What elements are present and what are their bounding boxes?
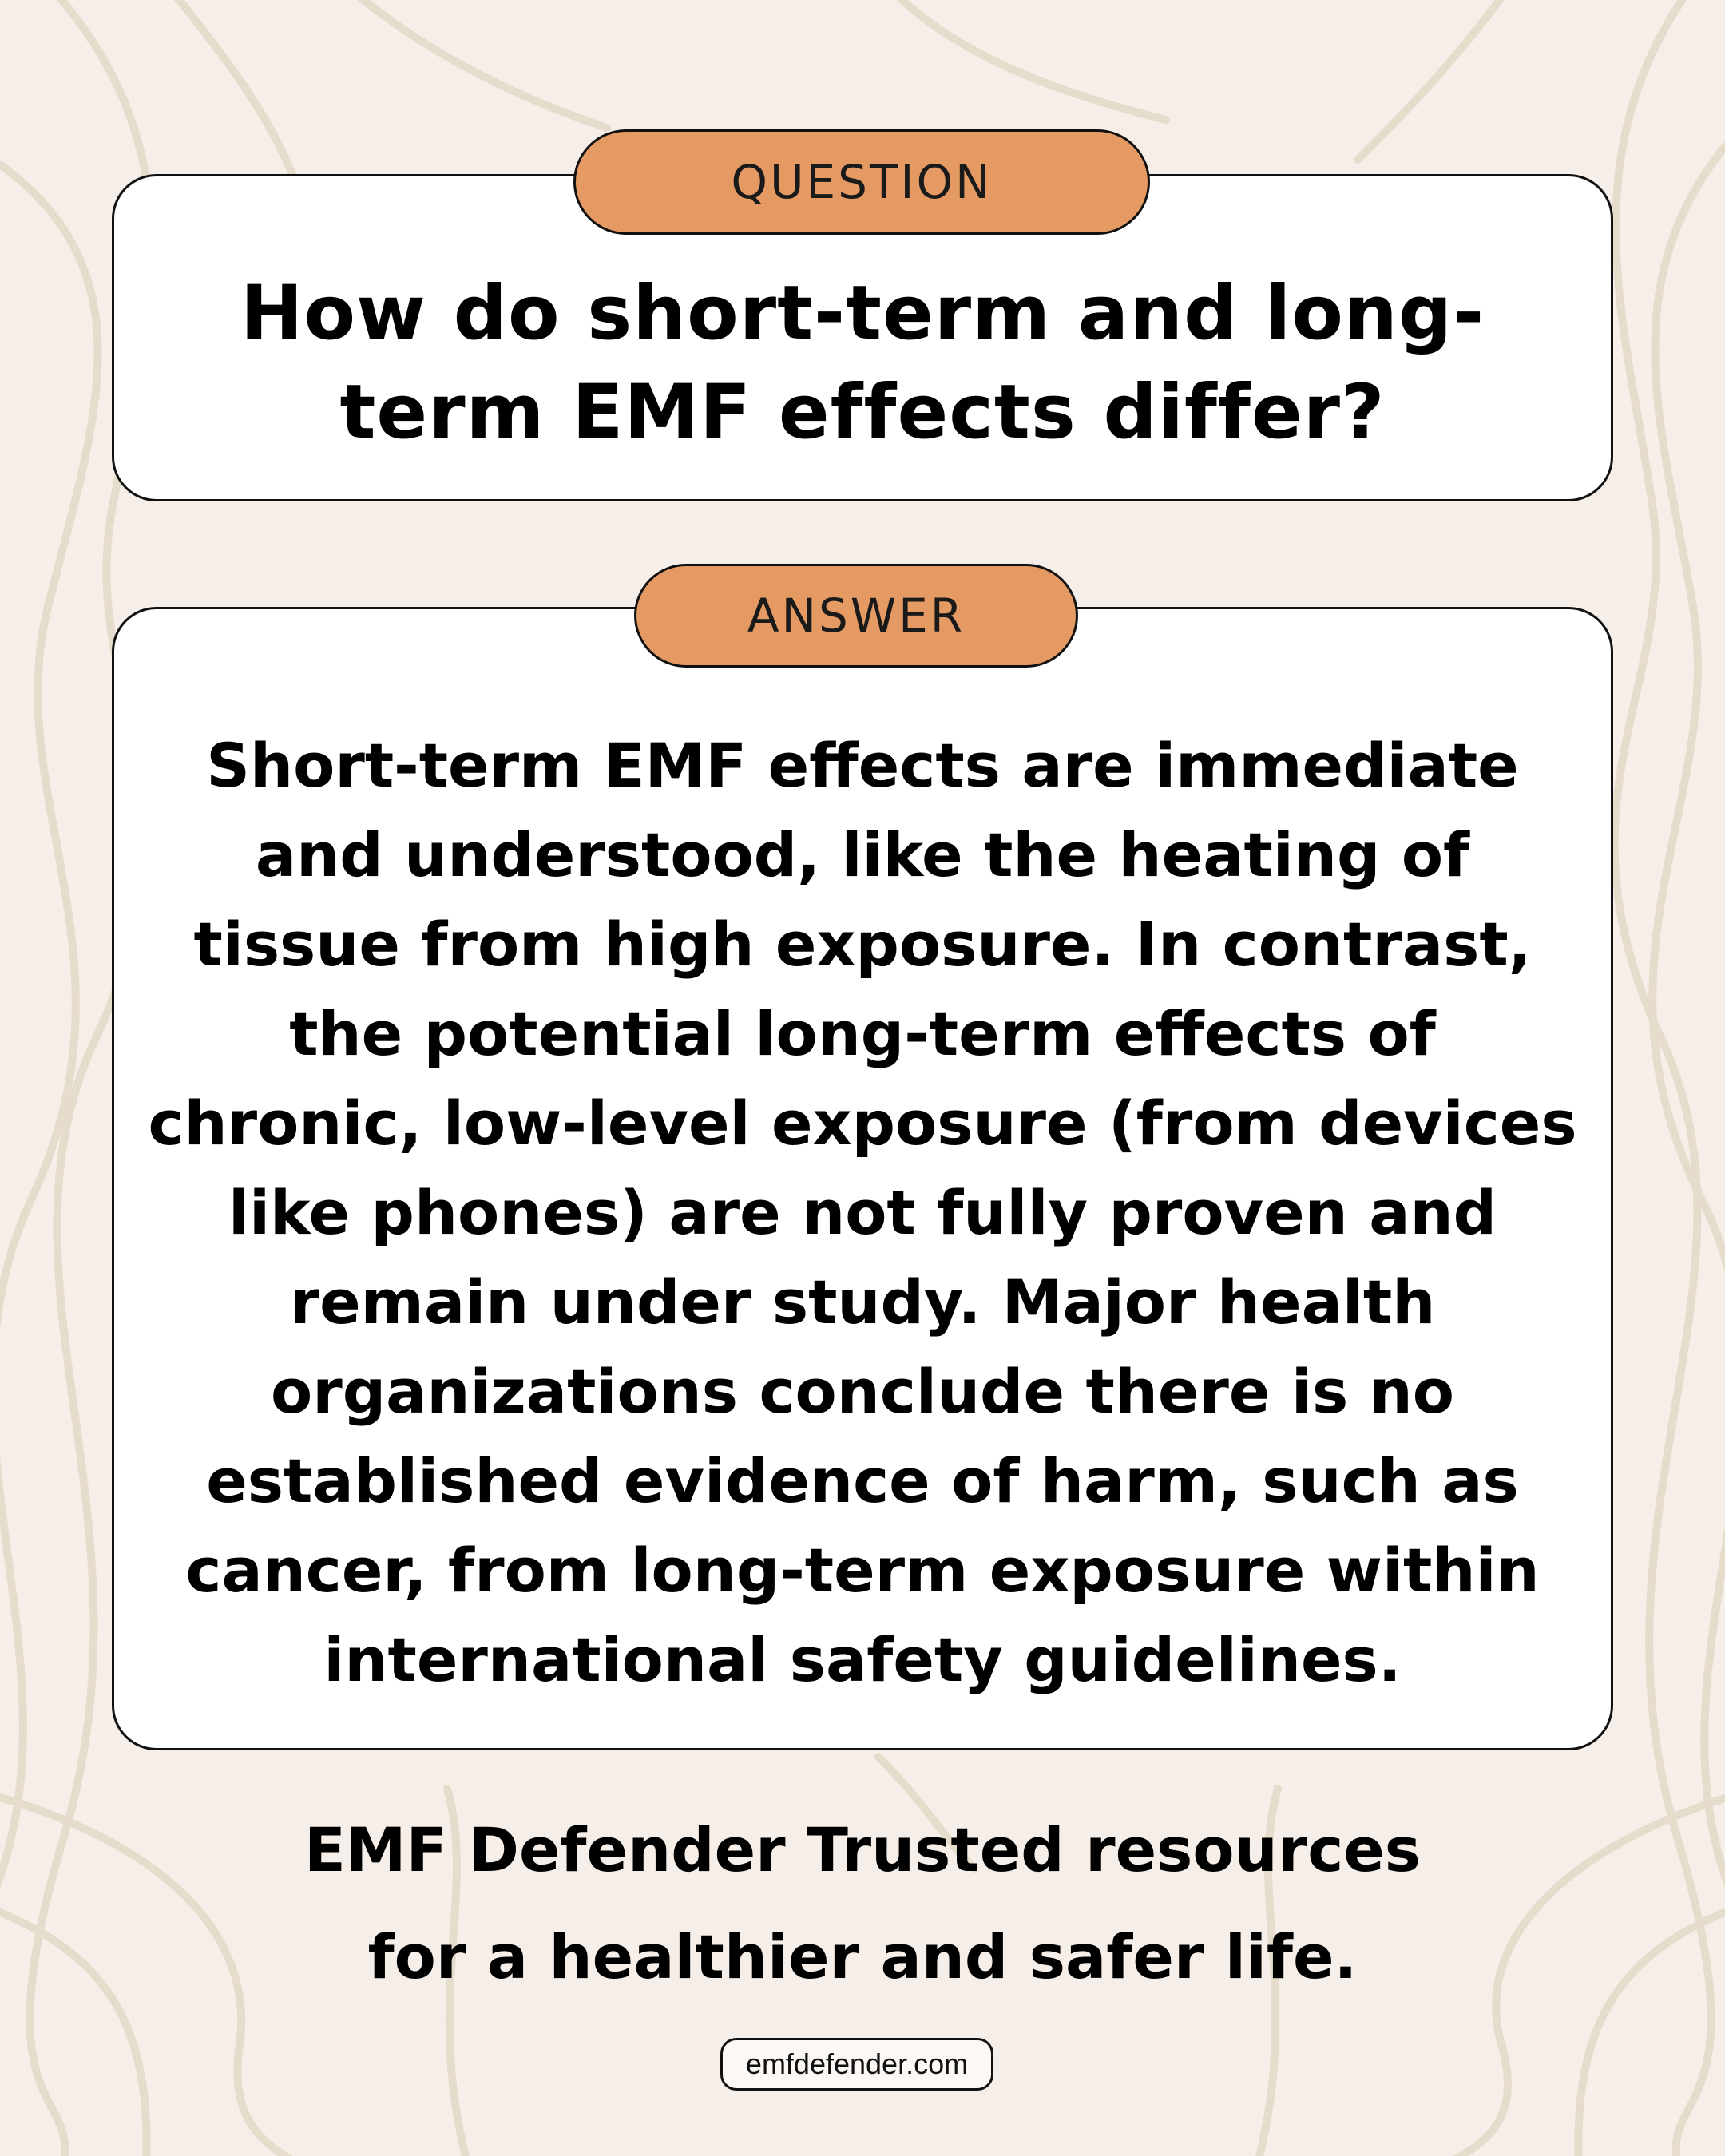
tagline-line-2: for a healthier and safer life. xyxy=(367,1921,1358,1992)
footer-tagline xyxy=(0,1797,1725,2011)
question-text: How do short-term and long-term EMF effects differ? xyxy=(240,270,1485,456)
question-label-badge: QUESTION xyxy=(573,129,1150,235)
answer-text: Short-term EMF effects are immediate and understood, like the heating of tissue from high exposure. In contrast, the potential long-term effects of chronic, low-level exposure (from devices like phones) are not fully proven and remain under study. Major health organizations conclude there is no established evidence of harm, such as cancer, from long-term exposure within international safety guidelines. xyxy=(148,730,1577,1695)
answer-card xyxy=(112,607,1613,1750)
tagline-line-1: EMF Defender Trusted resources xyxy=(303,1814,1422,1885)
answer-label-badge: ANSWER xyxy=(634,564,1078,668)
website-link[interactable]: emfdefender.com xyxy=(720,2038,993,2091)
